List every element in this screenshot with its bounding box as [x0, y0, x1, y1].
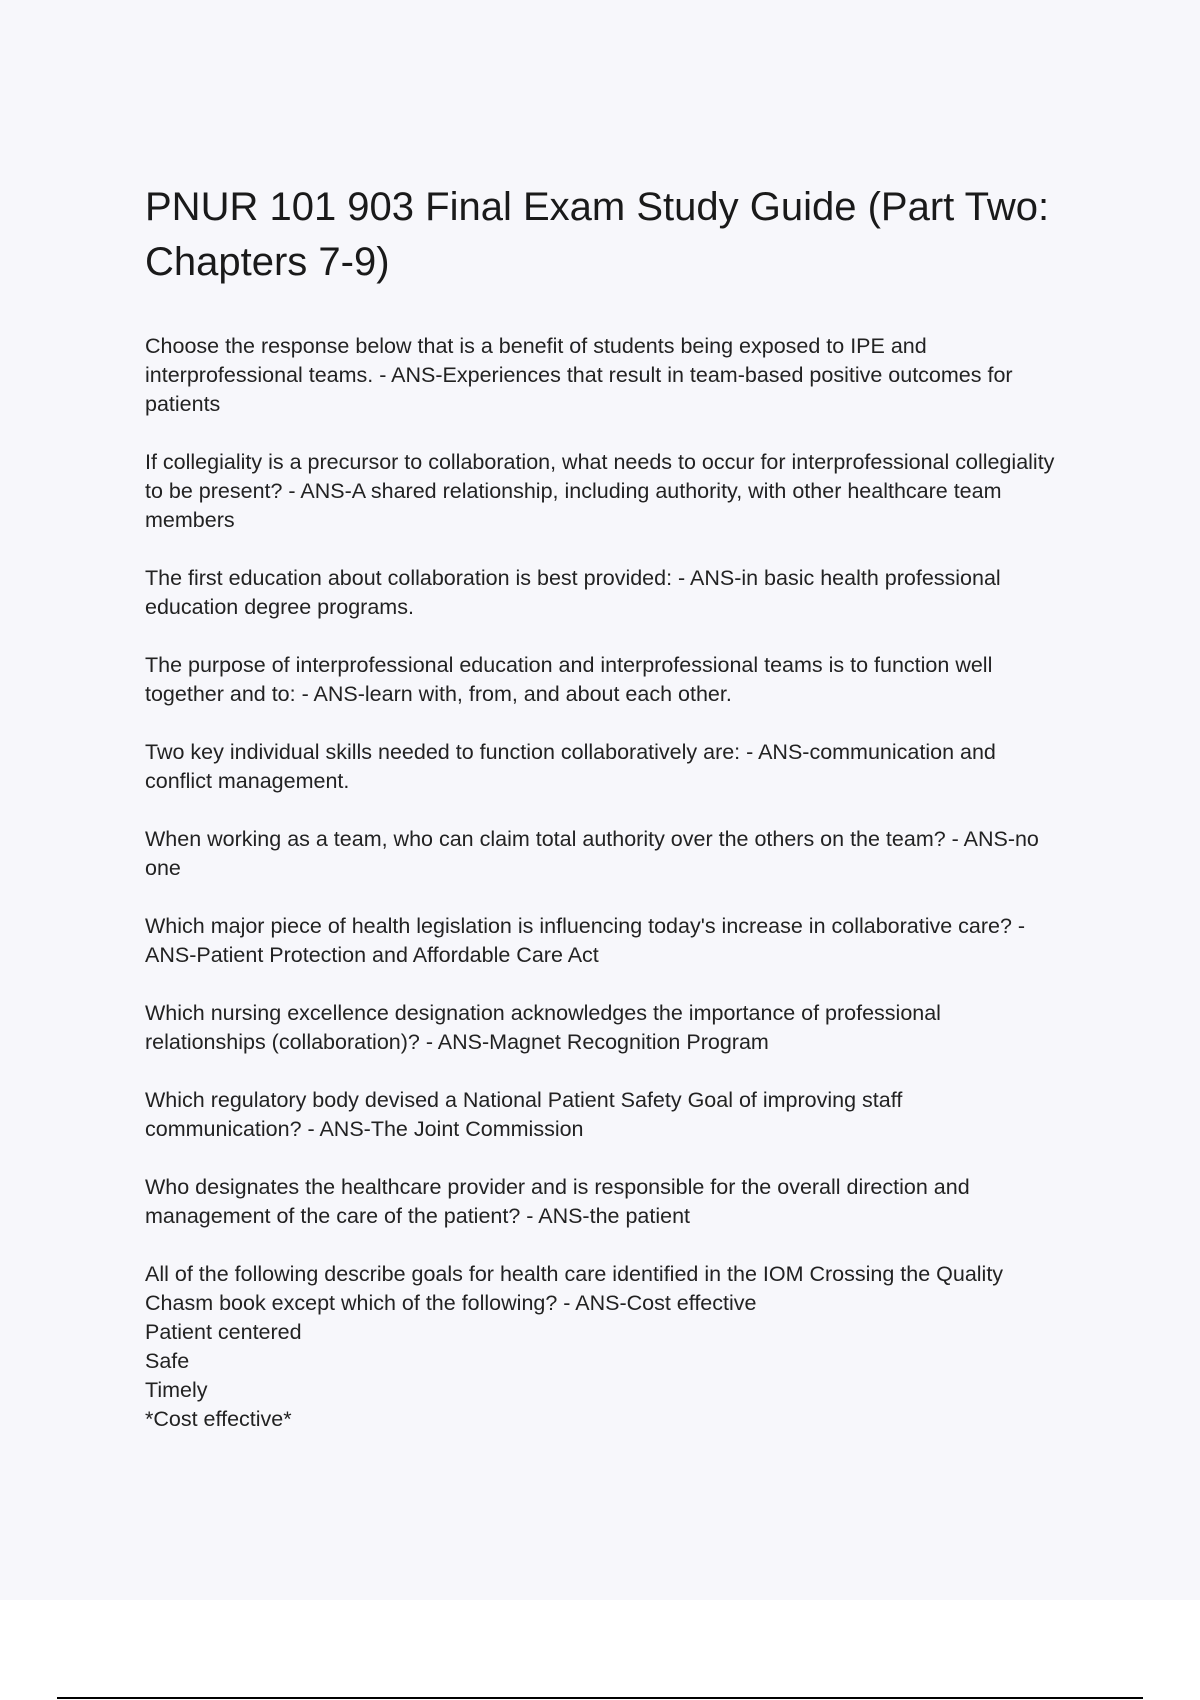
qa-item [145, 1173, 1090, 1231]
qa-item [145, 825, 1090, 883]
qa-line: Which major piece of health legislation is influencing today's increase in collaborative care? - [145, 914, 1026, 938]
qa-item [145, 1260, 1090, 1434]
qa-line: Which regulatory body devised a National Patient Safety Goal of improving staff [145, 1088, 903, 1112]
question-answer-list [145, 332, 1090, 1463]
qa-line: Two key individual skills needed to function collaboratively are: - ANS-communication and [145, 740, 996, 764]
qa-item [145, 1086, 1090, 1144]
qa-line: Choose the response below that is a benefit of students being exposed to IPE and [145, 334, 927, 358]
qa-line: together and to: - ANS-learn with, from, and about each other. [145, 682, 732, 706]
qa-line: Safe [145, 1349, 190, 1373]
qa-line: All of the following describe goals for health care identified in the IOM Crossing the Quality [145, 1262, 1004, 1286]
qa-line: The first education about collaboration is best provided: - ANS-in basic health professional [145, 566, 1001, 590]
qa-line: to be present? - ANS-A shared relationship, including authority, with other healthcare team [145, 479, 1002, 503]
qa-line: members [145, 508, 235, 532]
qa-line: Patient centered [145, 1320, 302, 1344]
qa-line: conflict management. [145, 769, 350, 793]
qa-line: Who designates the healthcare provider and is responsible for the overall direction and [145, 1175, 970, 1199]
qa-item [145, 651, 1090, 709]
qa-line: Timely [145, 1378, 208, 1402]
qa-line: ANS-Patient Protection and Affordable Care Act [145, 943, 599, 967]
qa-item [145, 912, 1090, 970]
qa-line: When working as a team, who can claim total authority over the others on the team? - ANS-no [145, 827, 1039, 851]
title-line: PNUR 101 903 Final Exam Study Guide (Part Two: [145, 185, 1050, 229]
qa-line: The purpose of interprofessional education and interprofessional teams is to function well [145, 653, 993, 677]
qa-line: Chasm book except which of the following? - ANS-Cost effective [145, 1291, 757, 1315]
qa-line: *Cost effective* [145, 1407, 292, 1431]
qa-item [145, 999, 1090, 1057]
qa-line: If collegiality is a precursor to collaboration, what needs to occur for interprofessional collegiality [145, 450, 1055, 474]
qa-item [145, 332, 1090, 419]
qa-line: communication? - ANS-The Joint Commission [145, 1117, 584, 1141]
qa-line: interprofessional teams. - ANS-Experiences that result in team-based positive outcomes for [145, 363, 1013, 387]
qa-line: one [145, 856, 181, 880]
title-line: Chapters 7-9) [145, 240, 390, 284]
qa-line: management of the care of the patient? - ANS-the patient [145, 1204, 691, 1228]
qa-item [145, 564, 1090, 622]
qa-item [145, 738, 1090, 796]
qa-line: education degree programs. [145, 595, 414, 619]
qa-line: relationships (collaboration)? - ANS-Magnet Recognition Program [145, 1030, 769, 1054]
page-bottom-rule [57, 1697, 1143, 1699]
qa-line: patients [145, 392, 221, 416]
document-title [145, 180, 1085, 290]
qa-line: Which nursing excellence designation acknowledges the importance of professional [145, 1001, 941, 1025]
qa-item [145, 448, 1090, 535]
